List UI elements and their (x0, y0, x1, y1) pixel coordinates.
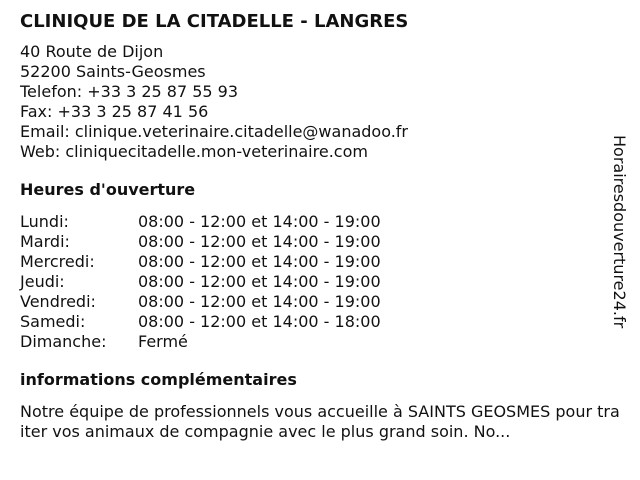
time-value: 08:00 - 12:00 et 14:00 - 19:00 (138, 272, 381, 291)
info-heading: informations complémentaires (20, 370, 297, 389)
day-label: Mercredi: (20, 252, 95, 271)
watermark-text: Horairesdouverture24.fr (610, 135, 629, 329)
day-label: Mardi: (20, 232, 70, 251)
hours-row-vendredi (20, 292, 616, 312)
time-value: Fermé (138, 332, 188, 351)
clinic-name: CLINIQUE DE LA CITADELLE - LANGRES (20, 11, 409, 32)
day-label: Dimanche: (20, 332, 107, 351)
hours-table (20, 212, 616, 352)
hours-heading: Heures d'ouverture (20, 180, 196, 199)
address-line-2: 52200 Saints-Geosmes (20, 62, 206, 81)
email-line: Email: clinique.veterinaire.citadelle@wanadoo.fr (20, 122, 409, 141)
hours-row-mercredi (20, 252, 616, 272)
address-line-1: 40 Route de Dijon (20, 42, 164, 61)
day-label: Samedi: (20, 312, 86, 331)
day-label: Vendredi: (20, 292, 96, 311)
hours-row-mardi (20, 232, 616, 252)
time-value: 08:00 - 12:00 et 14:00 - 19:00 (138, 252, 381, 271)
day-label: Jeudi: (20, 272, 65, 291)
web-line: Web: cliniquecitadelle.mon-veterinaire.com (20, 142, 368, 161)
fax-line: Fax: +33 3 25 87 41 56 (20, 102, 209, 121)
info-description: Notre équipe de professionnels vous accueille à SAINTS GEOSMES pour traiter vos animaux de compagnie avec le plus grand soin. No... (20, 402, 620, 441)
time-value: 08:00 - 12:00 et 14:00 - 18:00 (138, 312, 381, 331)
hours-row-jeudi (20, 272, 616, 292)
day-label: Lundi: (20, 212, 69, 231)
time-value: 08:00 - 12:00 et 14:00 - 19:00 (138, 212, 381, 231)
time-value: 08:00 - 12:00 et 14:00 - 19:00 (138, 232, 381, 251)
time-value: 08:00 - 12:00 et 14:00 - 19:00 (138, 292, 381, 311)
hours-row-lundi (20, 212, 616, 232)
hours-row-samedi (20, 312, 616, 332)
hours-row-dimanche (20, 332, 616, 352)
phone-line: Telefon: +33 3 25 87 55 93 (20, 82, 239, 101)
